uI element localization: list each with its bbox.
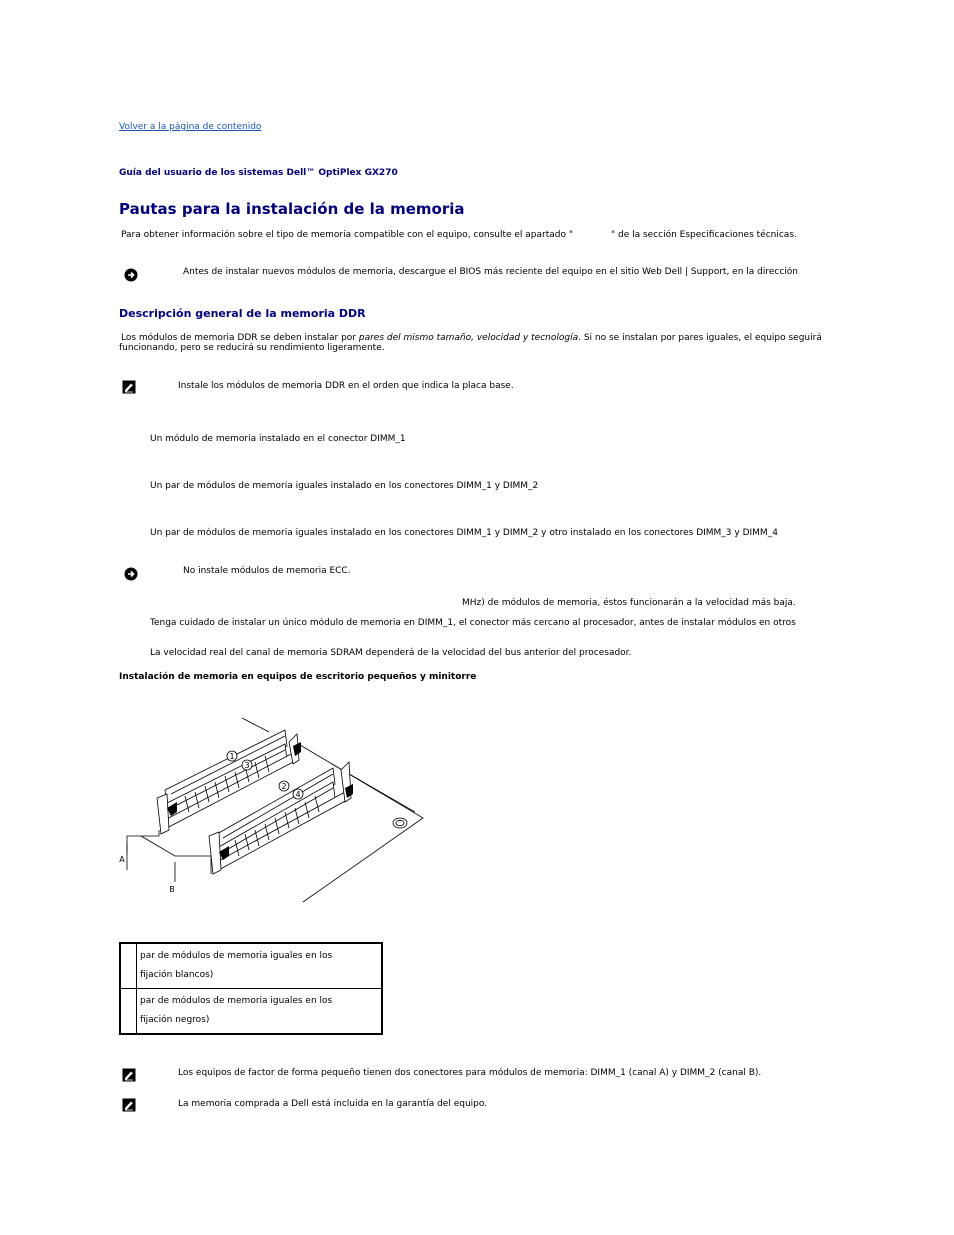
figure-label-a: A — [119, 855, 125, 864]
subsection-heading-small-desktop: Instalación de memoria en equipos de escritorio pequeños y minitorre — [119, 672, 477, 682]
config-item: Un módulo de memoria instalado en el conector DIMM_1 — [150, 434, 406, 444]
legend-text-line1: par de módulos de memoria iguales en los — [140, 996, 333, 1006]
legend-key — [120, 989, 137, 1035]
table-row — [120, 943, 382, 989]
table-row — [120, 989, 382, 1035]
bullet-speed: MHz) de módulos de memoria, éstos funcionarán a la velocidad más baja. — [462, 598, 796, 608]
figure-label-b: B — [169, 885, 175, 894]
config-item: Un par de módulos de memoria iguales instalado en los conectores DIMM_1 y DIMM_2 — [150, 481, 539, 491]
intro-paragraph — [121, 230, 797, 241]
ddr-paragraph-line2: funcionando, pero se reducirá su rendimiento ligeramente. — [119, 343, 385, 353]
note-text-warranty: La memoria comprada a Dell está incluida en la garantía del equipo. — [178, 1099, 488, 1109]
notice-text-ecc: No instale módulos de memoria ECC. — [183, 566, 351, 576]
legend-key — [120, 943, 137, 989]
intro-text-start: Para obtener información sobre el tipo de memoria compatible con el equipo, consulte el apartado " — [121, 230, 573, 240]
notice-icon — [124, 268, 138, 282]
callout-1: 1 — [229, 752, 235, 761]
callout-2: 2 — [281, 782, 287, 791]
ddr-text-end: . Si no se instalan por pares iguales, el equipo seguirá — [578, 333, 822, 343]
legend-text-line1: par de módulos de memoria iguales en los — [140, 951, 333, 961]
bullet-dimm1: Tenga cuidado de instalar un único módulo de memoria en DIMM_1, el conector más cercano al procesador, antes de instalar módulos en otros — [150, 618, 796, 628]
intro-text-end: " de la sección Especificaciones técnicas. — [611, 230, 797, 240]
ddr-text-italic: pares del mismo tamaño, velocidad y tecnología — [358, 333, 579, 343]
page-title: Pautas para la instalación de la memoria — [119, 200, 465, 218]
legend-description — [137, 943, 383, 989]
back-to-contents-link[interactable]: Volver a la página de contenido — [119, 122, 262, 132]
note-icon — [122, 380, 136, 394]
legend-text-line2: fijación negros) — [140, 1015, 210, 1025]
note-icon — [122, 1068, 136, 1082]
notice-text-bios: Antes de instalar nuevos módulos de memoria, descargue el BIOS más reciente del equipo en el sitio Web Dell | Support, en la dirección — [183, 267, 799, 277]
note-text-small-form-factor: Los equipos de factor de forma pequeño tienen dos conectores para módulos de memoria: DIMM_1 (canal A) y DIMM_2 (canal B). — [178, 1068, 762, 1078]
callout-4: 4 — [295, 790, 301, 799]
config-item: Un par de módulos de memoria iguales instalado en los conectores DIMM_1 y DIMM_2 y otro instalado en los conectores DIMM_3 y DIMM_4 — [150, 528, 778, 538]
legend-text-line2: fijación blancos) — [140, 970, 214, 980]
note-text-install-order: Instale los módulos de memoria DDR en el orden que indica la placa base. — [178, 381, 514, 391]
legend-description — [137, 989, 383, 1035]
callout-3: 3 — [244, 761, 250, 770]
notice-icon — [124, 567, 138, 581]
section-heading-ddr: Descripción general de la memoria DDR — [119, 307, 366, 320]
bullet-sdram: La velocidad real del canal de memoria SDRAM dependerá de la velocidad del bus anterior del procesador. — [150, 648, 632, 658]
note-icon — [122, 1098, 136, 1112]
doc-title: Guía del usuario de los sistemas Dell™ OptiPlex GX270 — [119, 168, 398, 178]
memory-modules-figure — [115, 712, 430, 904]
figure-legend-table — [119, 942, 383, 1035]
ddr-text-start: Los módulos de memoria DDR se deben instalar por — [121, 333, 359, 343]
